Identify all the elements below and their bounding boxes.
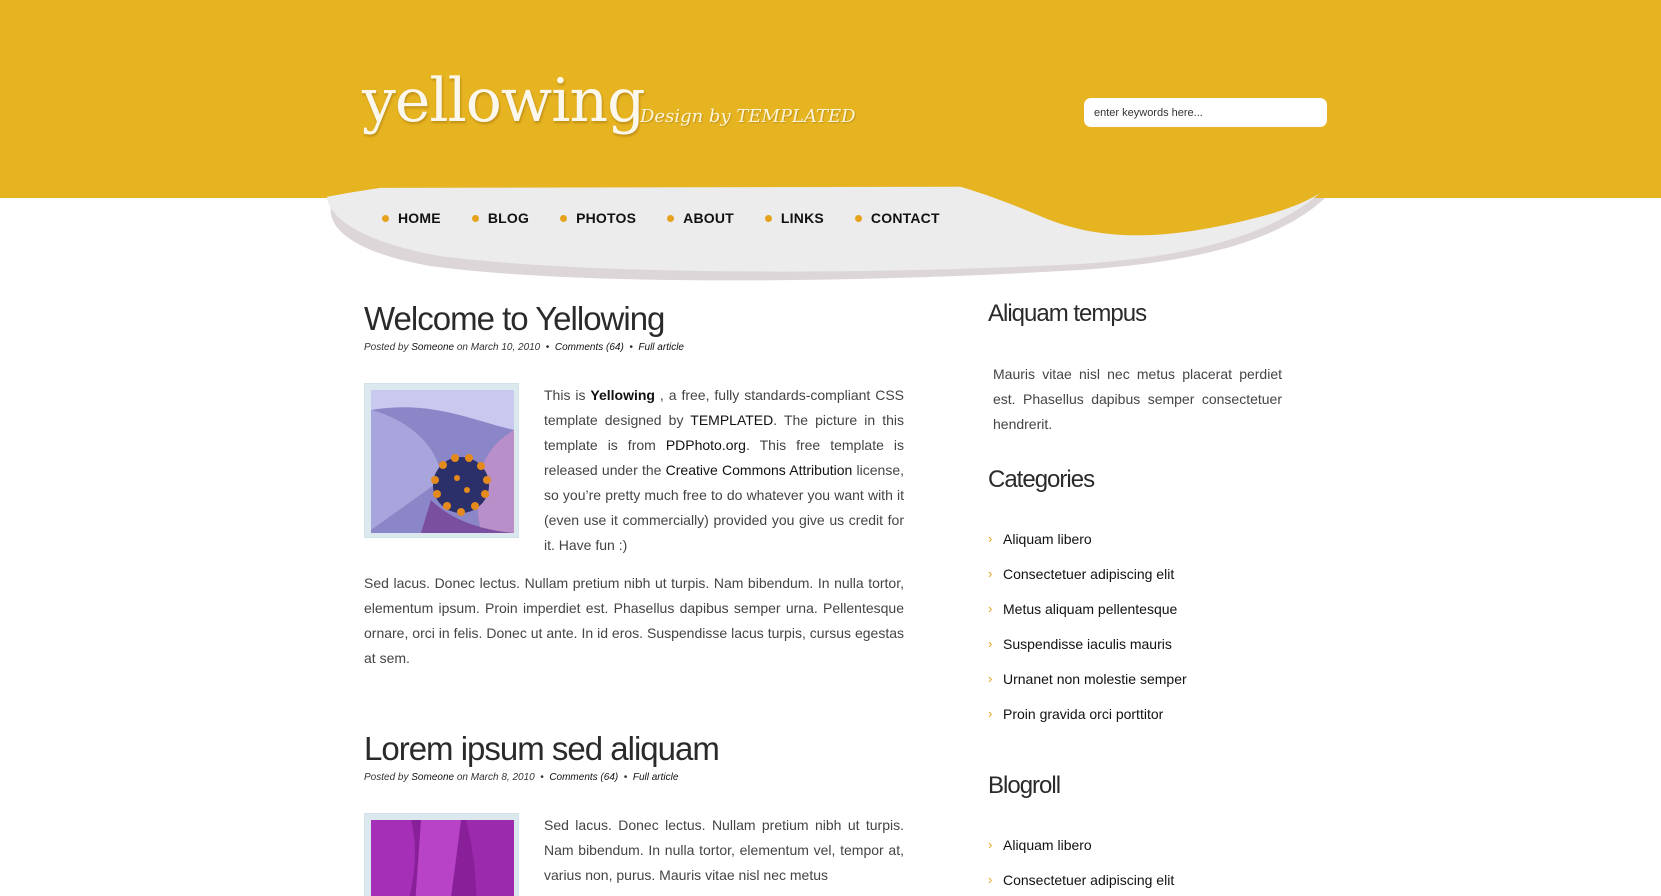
comments-link[interactable]: Comments (64)	[554, 342, 624, 353]
list-item[interactable]: › Proin gravida orci porttitor	[988, 705, 1164, 722]
sidebar-title-categories: Categories	[988, 466, 1095, 493]
menu-item-contact	[855, 210, 940, 226]
menu-item-about	[667, 210, 734, 226]
post-thumbnail	[364, 813, 519, 896]
post-date: on March 8, 2010	[456, 772, 535, 783]
chevron-right-icon: ›	[988, 601, 993, 616]
search-input[interactable]	[1084, 98, 1327, 127]
posted-by-label: Posted by	[364, 342, 409, 353]
site-tagline: Design by TEMPLATED	[640, 106, 856, 127]
post-title[interactable]: Welcome to Yellowing	[364, 300, 665, 337]
post-date: on March 10, 2010	[456, 342, 541, 353]
list-item[interactable]: › Suspendisse iaculis mauris	[988, 635, 1172, 652]
templated-link[interactable]: TEMPLATED	[690, 412, 774, 428]
post-intro: Sed lacus. Donec lectus. Nullam pretium nibh ut turpis. Nam bibendum. In nulla tortor, elementum vel, tempor at, varius non, purus. Mauris vitae nisl nec metus	[544, 817, 904, 883]
chevron-right-icon: ›	[988, 706, 993, 721]
sidebar-title-about: Aliquam tempus	[988, 300, 1147, 327]
bullet-icon	[382, 215, 389, 222]
menu-item-home	[382, 210, 441, 226]
menu-link-home[interactable]: HOME	[398, 210, 441, 226]
list-item[interactable]: › Consectetuer adipiscing elit	[988, 565, 1175, 582]
full-article-link[interactable]: Full article	[638, 342, 684, 353]
categories-list	[988, 521, 1288, 731]
post-body	[364, 813, 904, 888]
menu-link-contact[interactable]: CONTACT	[870, 210, 940, 226]
sidebar-about-text: Mauris vitae nisl nec metus placerat perdiet est. Phasellus dapibus semper consectetuer hendrerit.	[993, 366, 1282, 432]
bullet-icon	[765, 215, 772, 222]
bullet-icon	[472, 215, 479, 222]
menu-link-blog[interactable]: BLOG	[487, 210, 530, 226]
post-1	[364, 300, 904, 671]
chevron-right-icon: ›	[988, 671, 993, 686]
author-link[interactable]: Someone	[411, 772, 455, 783]
pdphoto-link[interactable]: PDPhoto.org	[665, 437, 746, 453]
bullet-icon	[667, 215, 674, 222]
chevron-right-icon: ›	[988, 636, 993, 651]
list-item[interactable]: › Urnanet non molestie semper	[988, 670, 1187, 687]
post-body	[364, 383, 904, 671]
list-item[interactable]: › Aliquam libero	[988, 530, 1092, 547]
site-logo[interactable]: yellowing	[362, 66, 645, 136]
post-2	[364, 730, 904, 888]
sidebar-title-blogroll: Blogroll	[988, 772, 1061, 799]
search-box	[1084, 98, 1327, 127]
author-link[interactable]: Someone	[411, 342, 455, 353]
menu-item-photos	[560, 210, 636, 226]
bold-text: Yellowing	[590, 387, 655, 403]
list-item[interactable]: › Metus aliquam pellentesque	[988, 600, 1178, 617]
main-menu	[382, 210, 971, 226]
post-thumbnail	[364, 383, 519, 538]
sidebar	[988, 300, 1288, 896]
creative-commons-link[interactable]: Creative Commons Attribution	[665, 462, 853, 478]
chevron-right-icon: ›	[988, 872, 993, 887]
posted-by-label: Posted by	[364, 772, 409, 783]
menu-link-photos[interactable]: PHOTOS	[576, 210, 637, 226]
post-meta: Posted by Someone on March 10, 2010 • Comments (64) • Full article	[364, 342, 684, 353]
post-title[interactable]: Lorem ipsum sed aliquam	[364, 730, 719, 767]
menu-item-links	[765, 210, 824, 226]
post-intro: This is Yellowing , a free, fully standards-compliant CSS template designed by TEMPLATED. The picture in this template is from PDPhoto.org. This free template is released under the Creative Commons Attribution license, so you’re pretty much free to do whatever you want with it (even use it commercially) provided you give us credit for it. Have fun :)	[544, 387, 905, 553]
chevron-right-icon: ›	[988, 566, 993, 581]
bullet-icon	[560, 215, 567, 222]
bullet-icon	[855, 215, 862, 222]
list-item[interactable]: › Consectetuer adipiscing elit	[988, 871, 1175, 888]
list-item[interactable]: › Aliquam libero	[988, 836, 1092, 853]
menu-link-links[interactable]: LINKS	[780, 210, 824, 226]
chevron-right-icon: ›	[988, 837, 993, 852]
post-meta: Posted by Someone on March 8, 2010 • Comments (64) • Full article	[364, 772, 679, 783]
menu-item-blog	[472, 210, 529, 226]
post-paragraph: Sed lacus. Donec lectus. Nullam pretium nibh ut turpis. Nam bibendum. In nulla tortor, elementum ipsum. Proin imperdiet est. Phasellus dapibus semper urna. Pellentesque ornare, orci in felis. Donec ut ante. In id eros. Suspendisse lacus turpis, cursus egestas at sem.	[364, 575, 904, 666]
blogroll-list	[988, 827, 1288, 896]
menu-link-about[interactable]: ABOUT	[683, 210, 734, 226]
purple-flower-photo	[371, 820, 514, 896]
chevron-right-icon: ›	[988, 531, 993, 546]
comments-link[interactable]: Comments (64)	[549, 772, 619, 783]
flower-photo	[371, 390, 514, 533]
full-article-link[interactable]: Full article	[632, 772, 679, 783]
